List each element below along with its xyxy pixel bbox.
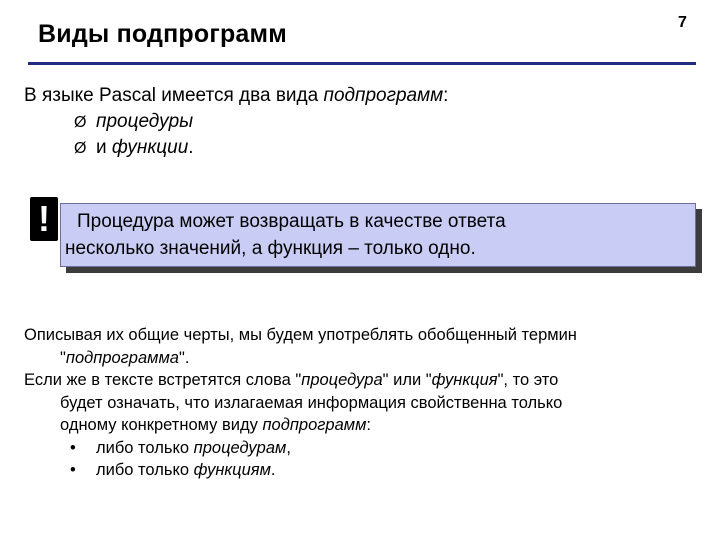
text-line: Описывая их общие черты, мы будем употреблять обобщенный термин	[24, 326, 577, 344]
text-line: будет означать, что излагаемая информация свойственна только	[60, 393, 563, 412]
intro-text: В языке Pascal имеется два вида	[24, 85, 324, 106]
title-underline	[28, 62, 696, 65]
bullet-suffix: ,	[286, 438, 291, 457]
list-item-suffix: .	[188, 137, 194, 158]
quote-mark: "	[60, 348, 66, 367]
text-fragment: Если же в тексте встретятся слова "	[24, 371, 302, 389]
intro-term: подпрограмм	[323, 85, 444, 106]
paragraph-general-term	[24, 324, 704, 369]
list-item-procedures	[74, 109, 193, 136]
term-procedure: процедура	[301, 371, 383, 389]
text-fragment: ".	[178, 348, 190, 367]
bullet-dot-icon: •	[70, 438, 76, 457]
list-item-label: процедуры	[96, 111, 194, 132]
bullet-prefix: либо только	[96, 461, 194, 479]
text-fragment: " или "	[382, 371, 432, 389]
list-item-label: функции	[111, 137, 189, 158]
intro-paragraph	[24, 83, 448, 109]
term-function: функция	[431, 371, 498, 389]
slide-title: Виды подпрограмм	[38, 20, 287, 48]
term-subprogram: подпрограмма	[65, 348, 179, 367]
list-item-prefix: и	[96, 137, 112, 158]
text-fragment: :	[366, 416, 371, 434]
bullet-item-functions	[24, 459, 704, 482]
paragraph-specific-terms	[24, 369, 704, 437]
bullet-term: процедурам	[193, 438, 287, 457]
text-fragment: ", то это	[497, 371, 559, 389]
arrow-bullet-icon: Ø	[74, 140, 87, 157]
exclamation-icon: !	[30, 197, 58, 241]
note-line-2: несколько значений, а функция – только одно.	[65, 238, 476, 259]
note-box	[60, 203, 696, 267]
bullet-term: функциям	[193, 461, 271, 479]
intro-colon: :	[443, 85, 449, 106]
term-subprograms: подпрограмм	[262, 416, 367, 434]
text-fragment: одному конкретному виду	[60, 416, 263, 434]
arrow-bullet-icon: Ø	[74, 114, 87, 131]
list-item-functions	[74, 135, 194, 162]
body-text	[24, 324, 704, 482]
bullet-suffix: .	[270, 461, 276, 479]
note-line-1: Процедура может возвращать в качестве ответа	[77, 211, 506, 232]
bullet-item-procedures	[24, 437, 704, 460]
bullet-prefix: либо только	[96, 438, 194, 457]
slide-number: 7	[678, 14, 687, 31]
bullet-dot-icon: •	[70, 461, 76, 479]
